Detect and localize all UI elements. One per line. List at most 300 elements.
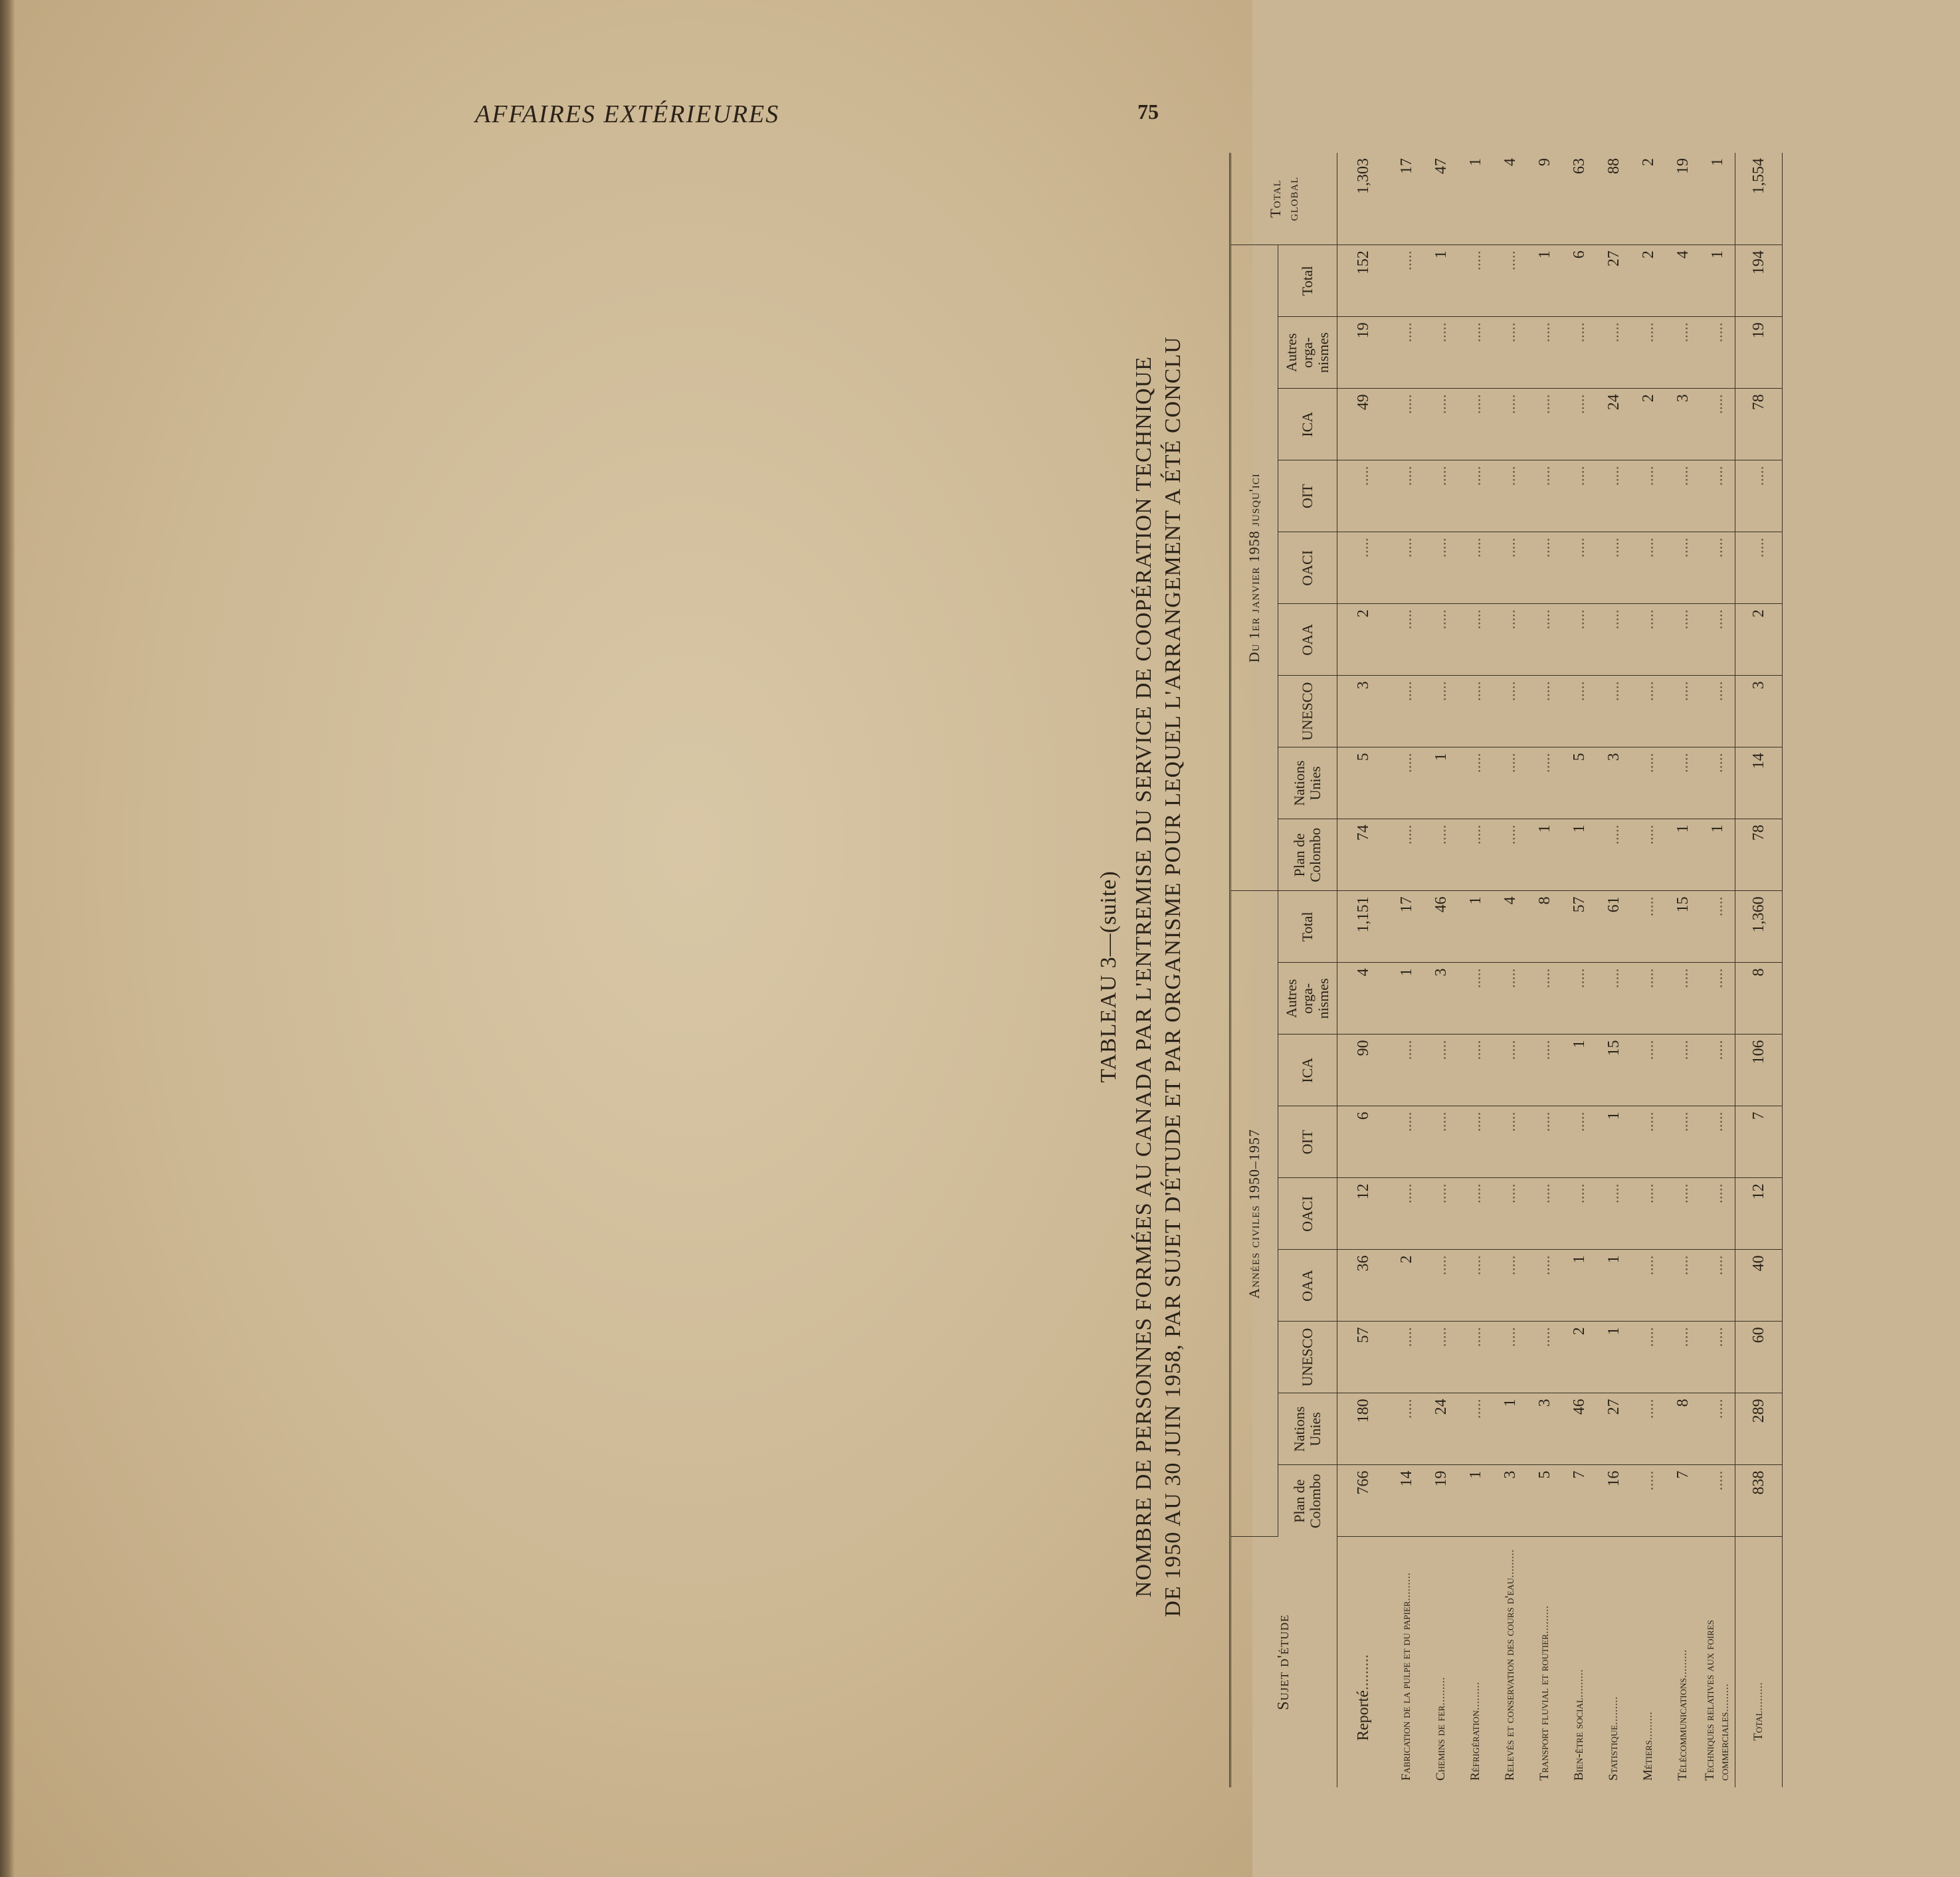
subject-cell xyxy=(1389,1537,1424,1787)
leader-dots: ......... xyxy=(1399,1572,1413,1601)
subject-cell xyxy=(1631,1537,1666,1787)
value-cell-1958: ..... xyxy=(1597,532,1631,604)
value-cell-1950-1957: 24 xyxy=(1424,1393,1458,1465)
value-cell-1950-1957: ..... xyxy=(1458,1250,1493,1322)
value-cell-1950-1957: 838 xyxy=(1735,1465,1783,1537)
value-cell-1950-1957: ..... xyxy=(1631,1393,1666,1465)
value-cell-1950-1957: ..... xyxy=(1458,1035,1493,1106)
value-cell-1958: ..... xyxy=(1424,389,1458,460)
value-cell-1958: 6 xyxy=(1562,245,1597,317)
value-cell-1950-1957: 61 xyxy=(1597,891,1631,963)
period-2-header: Du 1er janvier 1958 jusqu'ici xyxy=(1230,245,1278,891)
value-cell-1958: ..... xyxy=(1389,317,1424,389)
value-cell-1950-1957: 180 xyxy=(1337,1393,1390,1465)
value-cell-1950-1957: ..... xyxy=(1458,1393,1493,1465)
value-cell-1950-1957: 8 xyxy=(1735,963,1783,1035)
value-cell-1958: ..... xyxy=(1493,389,1527,460)
column-header: Plan de Colombo xyxy=(1278,819,1337,891)
value-cell-1958: 152 xyxy=(1337,245,1390,317)
value-cell-1958: ..... xyxy=(1735,532,1783,604)
value-cell-1958: ..... xyxy=(1493,532,1527,604)
value-cell-1950-1957: 16 xyxy=(1597,1465,1631,1537)
column-header: ICA xyxy=(1278,1035,1337,1106)
value-cell-1950-1957: 2 xyxy=(1562,1322,1597,1393)
value-cell-1958: 2 xyxy=(1735,604,1783,676)
subject-column-header: Sujet d'étude xyxy=(1230,1537,1337,1787)
value-cell-1950-1957: ..... xyxy=(1458,1322,1493,1393)
value-cell-1950-1957: ..... xyxy=(1424,1250,1458,1322)
column-header: Total xyxy=(1278,245,1337,317)
subject-cell xyxy=(1666,1537,1700,1787)
value-cell-1958: ..... xyxy=(1666,747,1700,819)
value-cell-1950-1957: 1 xyxy=(1458,1465,1493,1537)
table-row xyxy=(1389,153,1424,1787)
subject-cell xyxy=(1337,1537,1390,1787)
table-row xyxy=(1666,153,1700,1787)
value-cell-1958: ..... xyxy=(1631,747,1666,819)
value-cell-1950-1957: ..... xyxy=(1424,1322,1458,1393)
value-cell-1958: ..... xyxy=(1631,460,1666,532)
subject-label: Bien-être social xyxy=(1572,1698,1586,1781)
value-cell-1950-1957: ..... xyxy=(1666,1322,1700,1393)
value-cell-1958: ..... xyxy=(1458,604,1493,676)
value-cell-1950-1957: 1 xyxy=(1597,1322,1631,1393)
value-cell-1950-1957: 60 xyxy=(1735,1322,1783,1393)
value-cell-1950-1957: ..... xyxy=(1631,1178,1666,1250)
value-cell-1958: 74 xyxy=(1337,819,1390,891)
column-header: UNESCO xyxy=(1278,1322,1337,1393)
column-header: UNESCO xyxy=(1278,676,1337,747)
value-cell-1950-1957: 4 xyxy=(1337,963,1390,1035)
period-header-row xyxy=(1230,153,1278,1787)
value-cell-1958: ..... xyxy=(1700,747,1735,819)
value-cell-1950-1957: ..... xyxy=(1631,1106,1666,1178)
value-cell-1950-1957: 7 xyxy=(1666,1465,1700,1537)
value-cell-1958: 4 xyxy=(1666,245,1700,317)
value-cell-1950-1957: 40 xyxy=(1735,1250,1783,1322)
value-cell-1958: ..... xyxy=(1493,747,1527,819)
value-cell-1958: 24 xyxy=(1597,389,1631,460)
value-cell-1958: ..... xyxy=(1527,317,1562,389)
value-cell-1950-1957: 8 xyxy=(1666,1393,1700,1465)
value-cell-1958: ..... xyxy=(1631,532,1666,604)
value-cell-1958: 2 xyxy=(1631,245,1666,317)
value-cell-1958: ..... xyxy=(1458,245,1493,317)
table-row xyxy=(1458,153,1493,1787)
value-cell-1950-1957: ..... xyxy=(1631,1322,1666,1393)
value-cell-1958: 1 xyxy=(1562,819,1597,891)
value-cell-1958: ..... xyxy=(1562,460,1597,532)
value-cell-1958: 3 xyxy=(1597,747,1631,819)
subject-cell xyxy=(1597,1537,1631,1787)
leader-dots: ......... xyxy=(1355,1654,1372,1691)
value-cell-1950-1957: 12 xyxy=(1337,1178,1390,1250)
value-cell-1950-1957: ..... xyxy=(1389,1322,1424,1393)
value-cell-1950-1957: ..... xyxy=(1597,1178,1631,1250)
value-cell-1950-1957: 1,360 xyxy=(1735,891,1783,963)
value-cell-1950-1957: 19 xyxy=(1424,1465,1458,1537)
value-cell-1958: ..... xyxy=(1562,532,1597,604)
value-cell-1950-1957: ..... xyxy=(1666,1035,1700,1106)
value-cell-1958: ..... xyxy=(1527,747,1562,819)
column-header: OIT xyxy=(1278,1106,1337,1178)
value-cell-1958: ..... xyxy=(1337,460,1390,532)
value-cell-1958: ..... xyxy=(1458,819,1493,891)
leader-dots: ......... xyxy=(1607,1696,1620,1726)
subject-label: Chemins de fer xyxy=(1434,1705,1448,1781)
rotated-table-block xyxy=(1076,140,1960,1814)
value-cell-1950-1957: 7 xyxy=(1735,1106,1783,1178)
grand-total-cell: 4 xyxy=(1493,153,1527,245)
subject-label: Reporté xyxy=(1355,1690,1372,1741)
value-cell-1958: 19 xyxy=(1735,317,1783,389)
value-cell-1958: ..... xyxy=(1631,604,1666,676)
subject-label: Transport fluvial et routier xyxy=(1537,1634,1551,1781)
value-cell-1950-1957: ..... xyxy=(1700,1465,1735,1537)
value-cell-1950-1957: ..... xyxy=(1493,1178,1527,1250)
value-cell-1950-1957: 1 xyxy=(1493,1393,1527,1465)
value-cell-1958: ..... xyxy=(1597,460,1631,532)
value-cell-1958: 1 xyxy=(1700,245,1735,317)
value-cell-1950-1957: ..... xyxy=(1700,1178,1735,1250)
column-header: Plan de Colombo xyxy=(1278,1465,1337,1537)
leader-dots: ......... xyxy=(1751,1682,1765,1711)
value-cell-1950-1957: ..... xyxy=(1389,1106,1424,1178)
column-header: OACI xyxy=(1278,532,1337,604)
value-cell-1958: 78 xyxy=(1735,389,1783,460)
grand-total-cell: 17 xyxy=(1389,153,1424,245)
value-cell-1950-1957: 15 xyxy=(1666,891,1700,963)
value-cell-1950-1957: 1 xyxy=(1389,963,1424,1035)
value-cell-1958: 5 xyxy=(1562,747,1597,819)
data-table xyxy=(1229,153,1783,1787)
value-cell-1950-1957: ..... xyxy=(1700,1106,1735,1178)
grand-total-cell: 63 xyxy=(1562,153,1597,245)
leader-dots: ......... xyxy=(1572,1669,1586,1698)
value-cell-1958: ..... xyxy=(1389,245,1424,317)
value-cell-1950-1957: ..... xyxy=(1458,963,1493,1035)
table-row xyxy=(1424,153,1458,1787)
subject-label: Total xyxy=(1751,1710,1765,1741)
table-row xyxy=(1700,153,1735,1787)
value-cell-1950-1957: ..... xyxy=(1597,963,1631,1035)
value-cell-1958: ..... xyxy=(1389,819,1424,891)
value-cell-1950-1957: ..... xyxy=(1493,1322,1527,1393)
table-row xyxy=(1493,153,1527,1787)
value-cell-1958: ..... xyxy=(1597,819,1631,891)
value-cell-1958: 1 xyxy=(1527,819,1562,891)
table-row xyxy=(1527,153,1562,1787)
value-cell-1958: 194 xyxy=(1735,245,1783,317)
value-cell-1950-1957: ..... xyxy=(1493,963,1527,1035)
value-cell-1958: ..... xyxy=(1562,389,1597,460)
subject-label: Relevés et conservation des cours d'eau xyxy=(1503,1577,1517,1781)
subject-label: Métiers xyxy=(1641,1740,1655,1781)
value-cell-1950-1957: 1 xyxy=(1458,891,1493,963)
value-cell-1958: ..... xyxy=(1597,317,1631,389)
value-cell-1950-1957: ..... xyxy=(1527,1250,1562,1322)
value-cell-1950-1957: ..... xyxy=(1458,1106,1493,1178)
value-cell-1958: 3 xyxy=(1735,676,1783,747)
page-number: 75 xyxy=(1137,100,1159,124)
value-cell-1958: ..... xyxy=(1493,460,1527,532)
value-cell-1950-1957: ..... xyxy=(1389,1393,1424,1465)
value-cell-1958: 27 xyxy=(1597,245,1631,317)
leader-dots: ......... xyxy=(1676,1649,1690,1678)
value-cell-1958: ..... xyxy=(1389,532,1424,604)
table-row xyxy=(1337,153,1390,1787)
value-cell-1950-1957: ..... xyxy=(1562,1106,1597,1178)
grand-total-cell: 1,554 xyxy=(1735,153,1783,245)
value-cell-1950-1957: ..... xyxy=(1527,1035,1562,1106)
value-cell-1950-1957: ..... xyxy=(1700,1035,1735,1106)
value-cell-1950-1957: 7 xyxy=(1562,1465,1597,1537)
subject-label: Statistique xyxy=(1607,1725,1620,1781)
value-cell-1950-1957: 106 xyxy=(1735,1035,1783,1106)
value-cell-1950-1957: 17 xyxy=(1389,891,1424,963)
value-cell-1958: ..... xyxy=(1337,532,1390,604)
value-cell-1958: ..... xyxy=(1666,317,1700,389)
leader-dots: ......... xyxy=(1641,1712,1655,1741)
value-cell-1950-1957: ..... xyxy=(1631,891,1666,963)
subject-label: Techniques relatives aux foires commerciales xyxy=(1703,1620,1731,1781)
value-cell-1958: ..... xyxy=(1493,604,1527,676)
value-cell-1958: ..... xyxy=(1631,819,1666,891)
value-cell-1958: 3 xyxy=(1337,676,1390,747)
value-cell-1958: ..... xyxy=(1562,317,1597,389)
value-cell-1950-1957: ..... xyxy=(1700,1250,1735,1322)
value-cell-1958: ..... xyxy=(1631,676,1666,747)
value-cell-1958: ..... xyxy=(1424,604,1458,676)
subject-cell xyxy=(1527,1537,1562,1787)
value-cell-1958: ..... xyxy=(1562,676,1597,747)
value-cell-1958: 19 xyxy=(1337,317,1390,389)
value-cell-1958: ..... xyxy=(1666,532,1700,604)
value-cell-1958: ..... xyxy=(1700,317,1735,389)
value-cell-1950-1957: ..... xyxy=(1424,1035,1458,1106)
subject-cell xyxy=(1562,1537,1597,1787)
value-cell-1958: ..... xyxy=(1700,676,1735,747)
value-cell-1958: ..... xyxy=(1666,604,1700,676)
subject-label: Télécommunications xyxy=(1676,1678,1690,1781)
subject-cell xyxy=(1424,1537,1458,1787)
value-cell-1958: 5 xyxy=(1337,747,1390,819)
value-cell-1950-1957: 57 xyxy=(1337,1322,1390,1393)
grand-total-cell: 2 xyxy=(1631,153,1666,245)
value-cell-1958: ..... xyxy=(1424,317,1458,389)
value-cell-1950-1957: 57 xyxy=(1562,891,1597,963)
value-cell-1958: ..... xyxy=(1424,676,1458,747)
grand-total-cell: 1,303 xyxy=(1337,153,1390,245)
value-cell-1958: ..... xyxy=(1700,460,1735,532)
grand-total-cell: 47 xyxy=(1424,153,1458,245)
table-title-line-1: NOMBRE DE PERSONNES FORMÉES AU CANADA PAR L'ENTREMISE DU SERVICE DE COOPÉRATION TECHNIQUE xyxy=(1131,355,1156,1598)
value-cell-1958: 14 xyxy=(1735,747,1783,819)
value-cell-1958: ..... xyxy=(1597,676,1631,747)
value-cell-1950-1957: ..... xyxy=(1631,1465,1666,1537)
value-cell-1958: ..... xyxy=(1527,604,1562,676)
column-header: Autres orga-nismes xyxy=(1278,317,1337,389)
value-cell-1950-1957: ..... xyxy=(1493,1106,1527,1178)
leader-dots: ......... xyxy=(1717,1683,1731,1712)
value-cell-1958: ..... xyxy=(1562,604,1597,676)
value-cell-1950-1957: ..... xyxy=(1631,1250,1666,1322)
period-1-header: Années civiles 1950–1957 xyxy=(1230,891,1278,1537)
value-cell-1950-1957: 6 xyxy=(1337,1106,1390,1178)
subject-cell xyxy=(1735,1537,1783,1787)
value-cell-1950-1957: ..... xyxy=(1527,1322,1562,1393)
leader-dots: ......... xyxy=(1503,1549,1517,1578)
value-cell-1950-1957: ..... xyxy=(1666,963,1700,1035)
value-cell-1950-1957: ..... xyxy=(1527,1178,1562,1250)
value-cell-1958: 3 xyxy=(1666,389,1700,460)
value-cell-1958: ..... xyxy=(1458,317,1493,389)
value-cell-1958: ..... xyxy=(1389,389,1424,460)
value-cell-1958: ..... xyxy=(1389,604,1424,676)
value-cell-1958: ..... xyxy=(1424,532,1458,604)
value-cell-1950-1957: 15 xyxy=(1597,1035,1631,1106)
value-cell-1958: ..... xyxy=(1735,460,1783,532)
value-cell-1950-1957: ..... xyxy=(1700,891,1735,963)
subject-cell xyxy=(1493,1537,1527,1787)
table-title xyxy=(1129,246,1188,1708)
subject-cell xyxy=(1700,1537,1735,1787)
value-cell-1958: ..... xyxy=(1458,747,1493,819)
value-cell-1950-1957: ..... xyxy=(1666,1106,1700,1178)
table-body xyxy=(1337,153,1783,1787)
value-cell-1950-1957: ..... xyxy=(1666,1178,1700,1250)
value-cell-1958: ..... xyxy=(1631,317,1666,389)
value-cell-1950-1957: ..... xyxy=(1424,1106,1458,1178)
value-cell-1958: 1 xyxy=(1424,747,1458,819)
value-cell-1950-1957: 36 xyxy=(1337,1250,1390,1322)
value-cell-1950-1957: 90 xyxy=(1337,1035,1390,1106)
column-header: OAA xyxy=(1278,1250,1337,1322)
value-cell-1958: 1 xyxy=(1527,245,1562,317)
value-cell-1958: ..... xyxy=(1493,819,1527,891)
value-cell-1958: ..... xyxy=(1389,460,1424,532)
page-binding-shadow xyxy=(0,0,15,1877)
subject-label: Fabrication de la pulpe et du papier xyxy=(1399,1601,1413,1781)
value-cell-1958: ..... xyxy=(1458,532,1493,604)
value-cell-1950-1957: ..... xyxy=(1700,1322,1735,1393)
leader-dots: ......... xyxy=(1537,1605,1551,1634)
value-cell-1950-1957: ..... xyxy=(1493,1035,1527,1106)
value-cell-1950-1957: ..... xyxy=(1389,1178,1424,1250)
value-cell-1950-1957: 3 xyxy=(1527,1393,1562,1465)
value-cell-1958: ..... xyxy=(1458,460,1493,532)
value-cell-1958: ..... xyxy=(1424,819,1458,891)
value-cell-1958: ..... xyxy=(1493,676,1527,747)
column-header: Nations Unies xyxy=(1278,1393,1337,1465)
grand-total-header: Total global xyxy=(1230,153,1337,245)
value-cell-1950-1957: 46 xyxy=(1424,891,1458,963)
table-label: TABLEAU 3—(suite) xyxy=(1096,870,1121,1083)
running-head: AFFAIRES EXTÉRIEURES xyxy=(475,100,780,128)
table-title-line-2: DE 1950 AU 30 JUIN 1958, PAR SUJET D'ÉTUDE ET PAR ORGANISME POUR LEQUEL L'ARRANGEMENT A ÉTÉ CONCLU xyxy=(1161,336,1185,1617)
value-cell-1958: ..... xyxy=(1527,676,1562,747)
value-cell-1950-1957: ..... xyxy=(1458,1178,1493,1250)
value-cell-1958: ..... xyxy=(1700,604,1735,676)
column-header: OAA xyxy=(1278,604,1337,676)
grand-total-cell: 88 xyxy=(1597,153,1631,245)
value-cell-1958: ..... xyxy=(1527,389,1562,460)
value-cell-1958: ..... xyxy=(1493,317,1527,389)
column-header: Nations Unies xyxy=(1278,747,1337,819)
column-header: OACI xyxy=(1278,1178,1337,1250)
table-row xyxy=(1631,153,1666,1787)
value-cell-1958: ..... xyxy=(1424,460,1458,532)
value-cell-1950-1957: 14 xyxy=(1389,1465,1424,1537)
value-cell-1958: 1 xyxy=(1424,245,1458,317)
grand-total-cell: 1 xyxy=(1458,153,1493,245)
value-cell-1958: 1 xyxy=(1666,819,1700,891)
value-cell-1958: ..... xyxy=(1597,604,1631,676)
grand-total-cell: 9 xyxy=(1527,153,1562,245)
value-cell-1958: ..... xyxy=(1458,676,1493,747)
value-cell-1950-1957: ..... xyxy=(1700,963,1735,1035)
value-cell-1950-1957: ..... xyxy=(1562,1178,1597,1250)
value-cell-1950-1957: ..... xyxy=(1389,1035,1424,1106)
table-row xyxy=(1562,153,1597,1787)
value-cell-1950-1957: ..... xyxy=(1493,1250,1527,1322)
value-cell-1950-1957: 1 xyxy=(1597,1250,1631,1322)
subject-cell xyxy=(1458,1537,1493,1787)
value-cell-1950-1957: 1,151 xyxy=(1337,891,1390,963)
value-cell-1958: ..... xyxy=(1666,676,1700,747)
value-cell-1950-1957: 289 xyxy=(1735,1393,1783,1465)
value-cell-1950-1957: 27 xyxy=(1597,1393,1631,1465)
value-cell-1950-1957: ..... xyxy=(1527,963,1562,1035)
value-cell-1958: ..... xyxy=(1389,676,1424,747)
value-cell-1950-1957: ..... xyxy=(1631,963,1666,1035)
grand-total-cell: 19 xyxy=(1666,153,1700,245)
value-cell-1958: ..... xyxy=(1527,532,1562,604)
column-header: ICA xyxy=(1278,389,1337,460)
leader-dots: ......... xyxy=(1434,1677,1448,1706)
value-cell-1950-1957: 8 xyxy=(1527,891,1562,963)
value-cell-1950-1957: 1 xyxy=(1562,1250,1597,1322)
value-cell-1950-1957: ..... xyxy=(1527,1106,1562,1178)
value-cell-1958: 2 xyxy=(1337,604,1390,676)
value-cell-1958: ..... xyxy=(1700,532,1735,604)
value-cell-1958: 78 xyxy=(1735,819,1783,891)
value-cell-1950-1957: 5 xyxy=(1527,1465,1562,1537)
value-cell-1958: ..... xyxy=(1493,245,1527,317)
value-cell-1958: ..... xyxy=(1527,460,1562,532)
subject-label: Réfrigération xyxy=(1468,1710,1482,1781)
value-cell-1950-1957: 46 xyxy=(1562,1393,1597,1465)
grand-total-cell: 1 xyxy=(1700,153,1735,245)
value-cell-1950-1957: 12 xyxy=(1735,1178,1783,1250)
leader-dots: ......... xyxy=(1468,1682,1482,1711)
table-row xyxy=(1597,153,1631,1787)
value-cell-1958: ..... xyxy=(1389,747,1424,819)
value-cell-1958: 1 xyxy=(1700,819,1735,891)
total-row xyxy=(1735,153,1783,1787)
value-cell-1950-1957: 3 xyxy=(1424,963,1458,1035)
value-cell-1958: 49 xyxy=(1337,389,1390,460)
value-cell-1950-1957: 3 xyxy=(1493,1465,1527,1537)
column-header: Total xyxy=(1278,891,1337,963)
value-cell-1950-1957: 1 xyxy=(1597,1106,1631,1178)
value-cell-1958: ..... xyxy=(1458,389,1493,460)
value-cell-1958: ..... xyxy=(1666,460,1700,532)
value-cell-1950-1957: ..... xyxy=(1631,1035,1666,1106)
value-cell-1958: ..... xyxy=(1700,389,1735,460)
value-cell-1958: 2 xyxy=(1631,389,1666,460)
value-cell-1950-1957: ..... xyxy=(1700,1393,1735,1465)
